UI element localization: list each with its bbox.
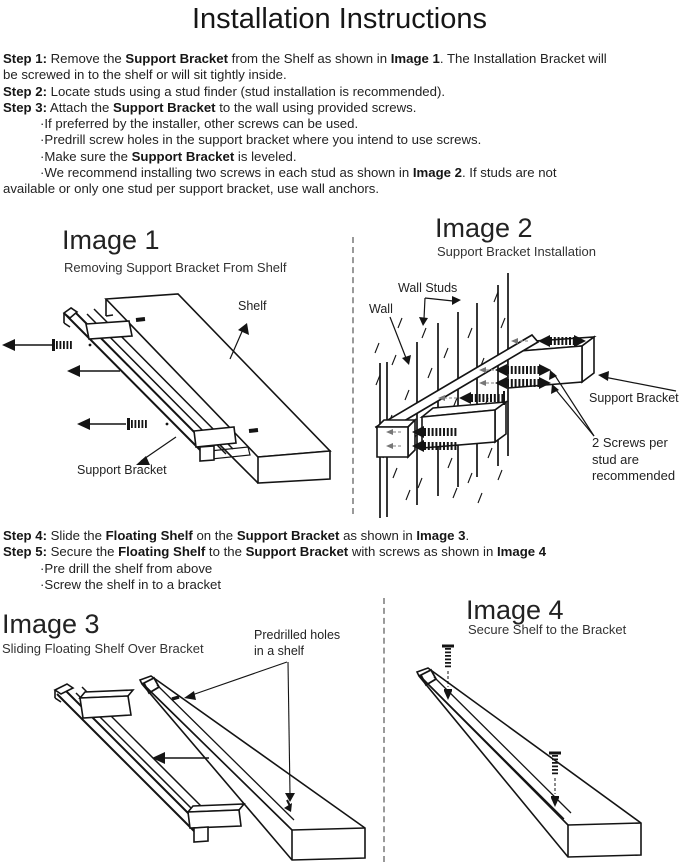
label-wall: Wall [369, 302, 393, 316]
instruction-bullet [3, 116, 607, 132]
body-text: to the wall using provided screws. [215, 99, 417, 115]
document-title: Installation Instructions [192, 3, 487, 35]
screws-note-line: 2 Screws per [592, 435, 668, 450]
body-text: available or only one stud per support bracket, use wall anchors. [3, 181, 380, 196]
pull-arrow-left-icon [2, 339, 73, 351]
body-text: is leveled. [234, 148, 297, 164]
image2-subtitle: Support Bracket Installation [437, 244, 596, 259]
pull-arrow-left-icon [77, 418, 148, 430]
body-text: to the [205, 544, 246, 560]
body-text: . The Installation Bracket will [439, 51, 607, 66]
emphasized-text: Step 5: [3, 544, 47, 560]
floating-shelf-drawing [417, 668, 641, 857]
body-text: ·Screw the shelf in to a bracket [40, 576, 222, 592]
body-text: ·Pre drill the shelf from above [40, 560, 213, 576]
screw-icon [127, 418, 130, 430]
emphasized-text: Image 4 [496, 544, 547, 560]
shelf-leader-arrow [230, 323, 249, 359]
image1-subtitle: Removing Support Bracket From Shelf [64, 260, 287, 275]
body-text: Attach the [46, 99, 113, 115]
support-bracket-leader-arrow [136, 437, 176, 465]
body-text: Locate studs using a stud finder (stud installation is recommended). [46, 83, 446, 99]
image3-heading: Image 3 [2, 609, 100, 639]
instruction-bullet [3, 577, 546, 593]
emphasized-text: Support Bracket [236, 528, 340, 543]
image4-subtitle: Secure Shelf to the Bracket [468, 622, 627, 637]
instruction-line-step1-cont [3, 67, 607, 83]
image3-subtitle: Sliding Floating Shelf Over Bracket [2, 641, 204, 656]
image2-heading: Image 2 [435, 213, 533, 243]
instruction-bullet [3, 132, 607, 148]
emphasized-text: Support Bracket [245, 544, 349, 560]
instruction-line-step5 [3, 544, 546, 560]
emphasized-text: Step 4: [3, 528, 47, 543]
instruction-line-step3 [3, 100, 607, 116]
image1-heading: Image 1 [62, 225, 160, 255]
body-text: Secure the [46, 544, 119, 560]
instruction-line-step3-cont [3, 181, 607, 197]
emphasized-text: Support Bracket [131, 148, 235, 164]
body-text: ·If preferred by the installer, other screws can be used. [40, 116, 359, 131]
label-support-bracket-2: Support Bracket [589, 391, 679, 405]
predrilled-line: Predrilled holes [254, 628, 341, 642]
body-text: ·We recommend installing two screws in each stud as shown in [40, 164, 413, 180]
body-text: ·Make sure the [40, 148, 132, 164]
screws-note-line: stud are [592, 451, 639, 467]
body-text: as shown in [339, 528, 417, 543]
emphasized-text: Step 3: [3, 99, 47, 115]
bracket-end-box [377, 420, 415, 457]
image3-diagram [0, 660, 385, 862]
label-predrilled-holes [254, 628, 340, 659]
emphasized-text: Floating Shelf [105, 528, 193, 543]
body-text: with screws as shown in [348, 544, 497, 560]
image4-heading: Image 4 [466, 595, 564, 625]
dashed-divider-bottom [383, 598, 385, 862]
dashed-divider-top [352, 237, 354, 514]
body-text: ·Predrill screw holes in the support bracket where you intend to use screws. [40, 132, 482, 148]
instruction-bullet [3, 165, 607, 181]
emphasized-text: Floating Shelf [118, 544, 206, 560]
body-text: Remove the [46, 51, 126, 66]
floating-shelf-drawing [140, 676, 365, 860]
steps-block-top [3, 51, 607, 197]
wall-leader-arrow [390, 317, 411, 365]
emphasized-text: Image 3 [416, 528, 466, 543]
label-support-bracket-1: Support Bracket [77, 463, 167, 477]
instruction-line-step2 [3, 84, 607, 100]
emphasized-text: Step 2: [3, 83, 47, 99]
steps-block-middle [3, 528, 546, 593]
screws-note-line: recommended [592, 468, 676, 483]
body-text: from the Shelf as shown in [228, 51, 391, 66]
instruction-bullet [3, 561, 546, 577]
emphasized-text: Support Bracket [125, 51, 228, 66]
body-text: be screwed in to the shelf or will sit tightly inside. [3, 67, 287, 83]
screw-icon [52, 339, 55, 351]
instruction-bullet [3, 149, 607, 165]
label-shelf: Shelf [238, 299, 267, 313]
wall-studs-leader-arrows [419, 296, 461, 326]
support-bracket-leader-arrow [598, 371, 676, 391]
body-text: . [465, 528, 470, 543]
emphasized-text: Support Bracket [112, 99, 216, 115]
body-text: . If studs are not [461, 164, 557, 180]
pull-arrow-left-icon [67, 365, 120, 377]
instruction-line-step1 [3, 51, 607, 67]
label-screws-note [592, 435, 675, 485]
image1-diagram [0, 285, 345, 500]
label-wall-studs: Wall Studs [398, 281, 458, 295]
predrilled-line: in a shelf [254, 643, 305, 658]
emphasized-text: Step 1: [3, 51, 47, 66]
emphasized-text: Image 1 [390, 51, 440, 66]
emphasized-text: Image 2 [412, 164, 462, 180]
body-text: Slide the [46, 528, 106, 543]
image4-diagram [390, 640, 679, 862]
body-text: on the [192, 528, 237, 543]
instruction-line-step4 [3, 528, 546, 544]
bracket-block-middle [422, 402, 506, 448]
